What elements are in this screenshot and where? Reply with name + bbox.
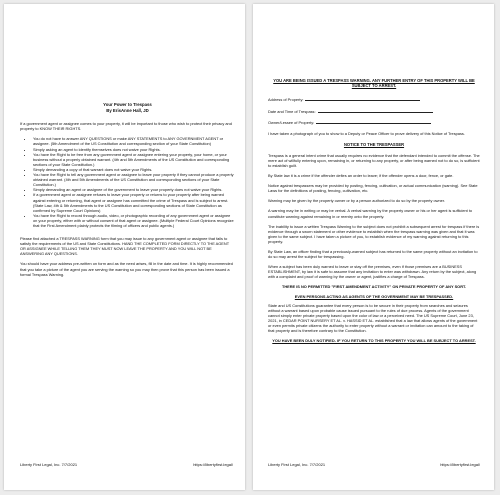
- owner-field: [268, 120, 480, 126]
- address-label: Address of Property:: [268, 97, 304, 103]
- duly-notified-statement: YOU HAVE BEEN DULY NOTIFIED- IF YOU RETURN TO THIS PROPERTY YOU WILL BE SUBJECT TO ARREST.: [272, 338, 476, 344]
- notice-paragraph: By State law it is a crime if the offender defies an order to leave; if the offender opens a door, fence, or gate.: [268, 173, 454, 179]
- page-footer: [268, 462, 480, 467]
- photograph-statement: I have taken a photograph of you to show to a Deputy or Peace Officer to prove delivery of this Notice of Trespass.: [268, 131, 465, 137]
- fill-instructions-paragraph: You should have your address pre-written on form and as the need arises, fill in the date and time. It is highly recommended that you take a picture of the agent you are serving the warning so you may then prove that this person has been issued a formal Trespass Warning.: [20, 261, 233, 277]
- rights-list: [20, 136, 235, 228]
- page-footer: [20, 462, 233, 467]
- notice-title: NOTICE TO THE TRESPASSER: [343, 142, 405, 148]
- footer-publisher: Liberty First Legal, Inc. 7/7/2021: [20, 462, 78, 467]
- list-item: • You have the Right to be free from any government agent or assignee entering your property, your home, or your business without a properly obtained warrant. (4th and 5th Amendments of the US Constitution and corresponding sections of your State Constitution.): [33, 152, 235, 167]
- agents-section-title: EVEN PERSONS ACTING AS AGENTS OF THE GOVERNMENT MAY BE TRESPASSED.: [294, 293, 454, 299]
- datetime-field: [268, 108, 480, 114]
- notice-paragraph: The inability to issue a written Trespass Warning to the subject does not prohibit a subsequent arrest for trespass if there is evidence through a sworn statement or other evidence to establish when the trespass warning was given and that it was given to the same subject. I have taken a picture of you, to establish evidence of my warning against returning to this property.: [268, 223, 480, 244]
- datetime-label: Date and Time of Trespass:: [268, 108, 316, 114]
- list-item: • You have the Right to tell any government agent or assignee to leave your property if they cannot produce a properly obtained warrant. (4th and 5th Amendments of the US Constitution and corresponding sections of your State Constitution.): [33, 172, 235, 187]
- first-amendment-statement: THERE IS NO PERMITTED "FIRST AMENDMENT ACTIVITY" ON PRIVATE PROPERTY OF ANY SORT.: [281, 284, 467, 290]
- document-title: Your Power to Trespass: [103, 102, 152, 107]
- notice-paragraph: Trespass is a general intent crime that usually requires no evidence that the defendant intended to commit the offense. The mere act of willfully entering upon, remaining in, or returning to any property, or after being warned not to do so, is sufficient to establish guilt.: [268, 152, 480, 168]
- list-item: • Simply demanding an agent or assignee of the government to leave your property does not waive your Rights.: [33, 187, 235, 192]
- notice-paragraph: By State Law, an officer finding that a previously-warned subject has returned to the same property without an invitation to do so may arrest the subject for trespassing.: [268, 248, 478, 260]
- notice-paragraph: When a subject has been duly warned to leave or stay off the premises, even if those premises are a BUSINESS ESTABLISHMENT, by law it is safe to assume that any invitation to enter was withdrawn. Any return by the subject, along with a complaint and proof of warning by the owner or agent, justifies a charge of Trespass.: [268, 264, 477, 280]
- notice-paragraph: Notice against trespassers may be provided by posting, fencing, cultivation, or actual communication (warning). See State Laws for the definitions of posting, fencing, cultivation, etc.: [268, 183, 478, 194]
- document-author: By ErisAnne Hall, JD: [106, 107, 149, 113]
- intro-paragraph: If a government agent or assignee comes to your property, it will be important to those who wish to protect their privacy and property to KNOW THEIR RIGHTS.: [20, 121, 232, 132]
- list-item: • Simply demanding a copy of that warrant does not waive your Rights.: [33, 167, 235, 172]
- footer-url: https://libertyfirst.legal/: [440, 462, 480, 467]
- print-instructions-paragraph: Please find attached a TRESPASS WARNING form that you may issue to any government agent or assignee that fails to satisfy the requirements of the US and State Constitutions. HAND THE COMPLETED FORM DIRECTLY TO THE AGENT OR ASSIGNEE WHILE TELLING THEM THEY MUST NOW LEAVE THE PROPERTY AND YOU WILL NOT BE ANSWERING ANY QUESTIONS.: [20, 236, 230, 257]
- agents-paragraph: State and US Constitutions guarantee that every person is to be secure in their property from searches and seizures without a warrant based upon probable cause issued pursuant to the rules of due process. Agents of the government cannot simply enter private property based upon the color of law or a perceived need. The US Supreme Court, June 23, 2021, in CEDAR POINT NURSERY ET AL. v. HASSID ET AL. established that a law that allows agents of the government or even permits private citizens the authority to enter property without a warrant or invitation can amount to the taking of that property and is therefore contrary to the Constitution.: [268, 302, 478, 334]
- left-document-page: [4, 4, 245, 490]
- address-field: [268, 97, 480, 103]
- owner-label: Owner/Lessee of Property:: [268, 120, 315, 126]
- trespass-warning-heading: YOU ARE BEING ISSUED A TRESPASS WARNING. ANY FURTHER ENTRY OF THIS PROPERTY WILL BE SUBJECT TO ARREST.: [273, 78, 475, 89]
- footer-publisher: Liberty First Legal, Inc. 7/7/2021: [268, 462, 326, 467]
- footer-url: https://libertyfirst.legal/: [193, 462, 233, 467]
- list-item: • You have the Right to record through audio, video, or photographic recording of any government agent or assignee on your property, either with or without consent of that agent or assignee. (Multiple Federal Court Opinions recognize that the First Amendment plainly protects the filming of officers and public agents.): [33, 213, 235, 228]
- notice-paragraph: Warning may be given by the property owner or by a person authorized to do so by the property owner.: [268, 198, 445, 204]
- right-document-page: [253, 4, 494, 490]
- address-blank-line: [305, 97, 420, 102]
- owner-blank-line: [316, 120, 431, 125]
- list-item: • Simply asking an agent to identify themselves does not waive your Rights.: [33, 147, 235, 152]
- notice-paragraph: A warning may be in writing or may be verbal. A verbal warning by the property owner or his or her agent is sufficient to constitute warning against remaining in or reentry onto the property.: [268, 208, 473, 219]
- list-item: • You do not have to answer ANY QUESTIONS or make ANY STATEMENTS to ANY GOVERNMENT AGENT or assignee. (5th Amendment of the US Constitution and corresponding section of your State Constitution): [33, 136, 235, 146]
- list-item: • If a government agent or assignee refuses to leave your property or returns to your property after being warned against entering or returning, that agent or assignee has committed the crime of Trespass and is subject to arrest. (State Law, 4th & 5th Amendments to the US Constitution and corresponding sections of State Constitution as confirmed by Supreme Court Opinions): [33, 192, 235, 212]
- datetime-blank-line: [318, 108, 433, 113]
